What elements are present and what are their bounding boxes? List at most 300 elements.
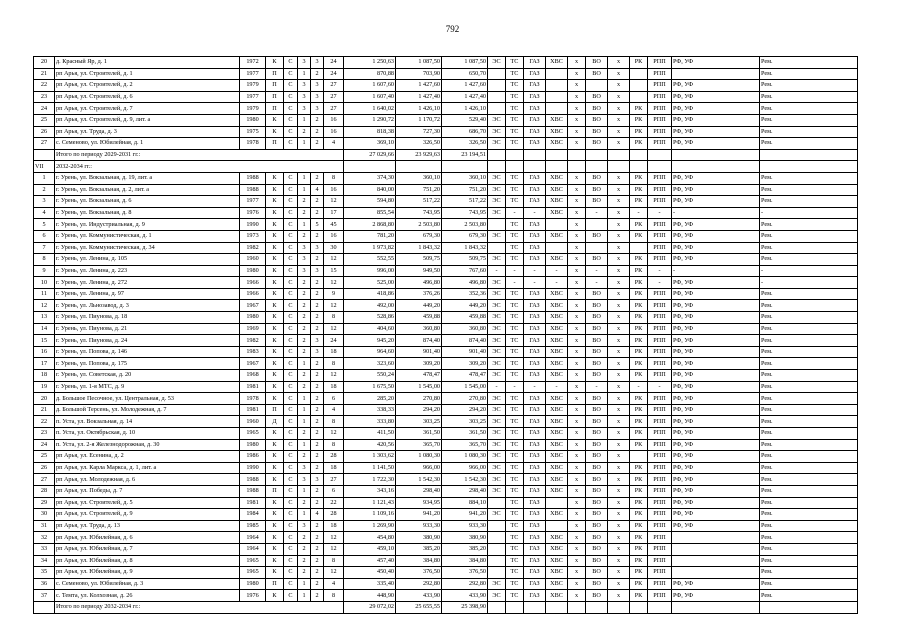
table-cell: ГАЗ [524,346,546,358]
table-cell: 376,50 [442,567,488,579]
table-cell: ЭС [488,358,506,370]
table-cell: х [568,346,586,358]
table-cell: 1982 [240,242,266,254]
table-cell: ВО [586,520,608,532]
table-cell: ВО [586,300,608,312]
table-cell: 404,60 [344,323,396,335]
table-cell: - [524,207,546,219]
table-cell: 650,70 [442,68,488,80]
table-cell: 1979 [240,103,266,115]
table-cell: ТС [506,346,524,358]
table-cell: ТС [506,578,524,590]
table-cell: РФ, УФ [672,439,760,451]
table-cell: К [266,114,284,126]
table-cell: 751,20 [442,184,488,196]
table-cell: 12 [324,567,344,579]
table-cell: - [506,207,524,219]
table-cell: РПП [648,300,672,312]
table-cell: х [568,80,586,92]
row-number-cell: 23 [34,91,55,103]
table-cell: ХВС [546,509,568,521]
table-cell: 1 [298,393,311,405]
total-label: Итого по периоду 2032-2034 гг.: [55,601,344,613]
table-cell: ГАЗ [524,370,546,382]
address-cell: рп Арья, ул. Строителей, д. 1 [55,68,240,80]
table-cell: 1984 [240,509,266,521]
table-cell: 309,20 [442,358,488,370]
table-cell: 9 [324,288,344,300]
table-cell: 2 [298,230,311,242]
table-cell: ГАЗ [524,172,546,184]
table-cell: РФ, УФ [672,485,760,497]
address-cell: рп Арья, ул. Строителей, д. 6 [55,91,240,103]
table-cell: ГАЗ [524,68,546,80]
table-cell: 352,36 [442,288,488,300]
table-cell: ЭС [488,451,506,463]
table-cell: х [568,126,586,138]
table-cell: 1 640,02 [344,103,396,115]
table-cell [488,497,506,509]
address-cell: рп Арья, ул. Молодежная, д. 6 [55,474,240,486]
table-cell: Рем. [760,80,858,92]
table-cell [608,161,630,173]
table-cell: 1 [298,485,311,497]
address-cell: г. Урень, ул. Ленина, д. 223 [55,265,240,277]
table-row [34,404,858,416]
table-cell: 2 [311,532,324,544]
table-cell: 703,90 [396,68,442,80]
table-cell: 2 [311,404,324,416]
table-cell: 727,30 [396,126,442,138]
row-number-cell: 4 [34,207,55,219]
table-cell: ТС [506,172,524,184]
table-row [34,138,858,150]
table-cell: 1966 [240,277,266,289]
table-cell: 18 [324,346,344,358]
address-cell: п. Уста, ул. 2-я Железнодорожная, д. 30 [55,439,240,451]
table-cell: 433,90 [442,590,488,602]
table-cell: ГАЗ [524,230,546,242]
table-cell: ВО [586,474,608,486]
table-cell: 12 [324,323,344,335]
table-cell: 27 [324,103,344,115]
table-cell: 743,95 [396,207,442,219]
address-cell: г. Урень, ул. Коммунистическая, д. 1 [55,230,240,242]
table-cell: 3 [311,335,324,347]
row-number-cell: 31 [34,520,55,532]
table-cell: 12 [324,543,344,555]
table-cell: х [568,335,586,347]
table-cell: х [568,277,586,289]
table-cell: РПП [648,543,672,555]
table-cell: РФ, УФ [672,520,760,532]
table-cell: ЭС [488,370,506,382]
table-cell: 309,20 [396,358,442,370]
table-cell: 6 [324,393,344,405]
table-cell: - [648,381,672,393]
table-cell: 2 [298,207,311,219]
table-cell: РПП [648,184,672,196]
table-cell: х [568,428,586,440]
table-cell: Рем. [760,358,858,370]
table-cell: 525,00 [344,277,396,289]
address-cell: г. Урень, ул. Индустриальная, д. 9 [55,219,240,231]
table-cell: 2 [311,300,324,312]
address-cell: г. Урень, ул. Попова, д. 175 [55,358,240,370]
table-cell: 338,33 [344,404,396,416]
table-cell: РПП [648,358,672,370]
table-cell: РК [630,532,648,544]
row-number-cell: 36 [34,578,55,590]
table-cell: 3 [311,346,324,358]
table-cell: ГАЗ [524,114,546,126]
table-cell: 1 973,82 [344,242,396,254]
table-cell: 1982 [240,335,266,347]
table-cell: РПП [648,323,672,335]
table-cell: 1978 [240,393,266,405]
table-cell: С [284,416,298,428]
table-cell: х [568,404,586,416]
address-cell: рп Арья, ул. Труда, д. 3 [55,126,240,138]
table-cell: - [586,277,608,289]
address-cell: п. Уста, ул. Октябрьская, д. 10 [55,428,240,440]
table-cell: К [266,532,284,544]
table-cell: 1 290,72 [344,114,396,126]
table-cell: РК [630,520,648,532]
table-cell: 679,30 [442,230,488,242]
table-cell: Рем. [760,196,858,208]
table-cell: 385,20 [442,543,488,555]
table-cell: РФ, УФ [672,590,760,602]
table-cell: 1967 [240,300,266,312]
table-cell: 3 [311,57,324,69]
table-row [34,184,858,196]
table-cell: ВО [586,254,608,266]
table-cell: 45 [324,219,344,231]
table-cell: 3 [311,80,324,92]
table-cell: 270,80 [442,393,488,405]
table-cell [546,149,568,161]
table-cell: ТС [506,404,524,416]
table-cell: ЭС [488,207,506,219]
row-number-cell: 20 [34,57,55,69]
table-cell: К [266,196,284,208]
table-cell: ГАЗ [524,300,546,312]
table-row [34,520,858,532]
table-cell: ГАЗ [524,439,546,451]
table-cell: ТС [506,114,524,126]
table-cell [568,161,586,173]
table-cell: РК [630,114,648,126]
table-cell: Рем. [760,114,858,126]
table-cell: Рем. [760,509,858,521]
table-cell: ТС [506,230,524,242]
table-cell: С [284,428,298,440]
table-cell: Рем. [760,439,858,451]
address-cell: рп Арья, ул. Строителей, д. 7 [55,103,240,115]
table-cell: 18 [324,462,344,474]
table-cell: 2 [298,567,311,579]
table-cell: 2 [311,590,324,602]
table-cell [396,161,442,173]
table-cell: х [608,381,630,393]
table-row [34,114,858,126]
row-number-cell: 30 [34,509,55,521]
table-cell: - [586,381,608,393]
table-cell: 2 [298,428,311,440]
table-cell: ТС [506,138,524,150]
table-cell: 5 [311,219,324,231]
table-cell: ВО [586,288,608,300]
table-cell: х [608,207,630,219]
table-cell: РПП [648,532,672,544]
table-cell: 450,40 [344,567,396,579]
table-cell: РПП [648,509,672,521]
table-cell: РК [630,323,648,335]
table-cell: 12 [324,254,344,266]
table-cell: 2 [298,335,311,347]
table-cell: х [608,288,630,300]
row-number-cell: 18 [34,370,55,382]
total-row [34,149,858,161]
table-cell: х [568,520,586,532]
table-cell: Рем. [760,219,858,231]
table-cell: С [284,358,298,370]
table-cell: 1979 [240,80,266,92]
table-cell: К [266,370,284,382]
table-cell: х [608,277,630,289]
table-cell: РК [630,543,648,555]
table-cell: - [488,381,506,393]
table-cell: 360,10 [442,172,488,184]
table-cell: ТС [506,196,524,208]
table-cell [586,219,608,231]
table-cell: 294,20 [396,404,442,416]
table-cell: РПП [648,393,672,405]
table-cell: 2 [311,381,324,393]
table-cell: х [568,68,586,80]
table-cell: Рем. [760,567,858,579]
table-cell: РФ, УФ [672,312,760,324]
table-cell: 2 [298,532,311,544]
table-cell: - [648,277,672,289]
table-cell: ТС [506,312,524,324]
table-cell [488,543,506,555]
housing-register-table [33,56,858,614]
table-cell: - [506,277,524,289]
table-cell: 550,24 [344,370,396,382]
table-cell: 1 426,10 [396,103,442,115]
table-cell: 285,20 [344,393,396,405]
table-cell: РПП [648,462,672,474]
table-cell: ТС [506,254,524,266]
table-cell: 1985 [240,520,266,532]
table-row [34,451,858,463]
table-cell: С [284,219,298,231]
table-cell: ЭС [488,57,506,69]
table-row [34,265,858,277]
table-cell: 840,00 [344,184,396,196]
table-cell: С [284,439,298,451]
table-cell: х [608,346,630,358]
table-cell: ВО [586,138,608,150]
table-cell: 2 [298,381,311,393]
section-number: VII [34,161,55,173]
table-cell: 509,75 [396,254,442,266]
table-cell: х [608,196,630,208]
address-cell: рп Арья, ул. Строителей, д. 2 [55,80,240,92]
table-cell: 496,80 [396,277,442,289]
table-cell [488,567,506,579]
table-cell: 12 [324,428,344,440]
table-cell: - [760,265,858,277]
address-cell: рп Арья, ул. Юбилейная, д. 9 [55,567,240,579]
table-cell: РПП [648,451,672,463]
table-cell: 1980 [240,265,266,277]
table-cell: ГАЗ [524,242,546,254]
table-cell: РК [630,57,648,69]
table-cell [488,555,506,567]
table-cell: - [524,265,546,277]
table-cell [630,91,648,103]
table-cell: х [568,230,586,242]
table-cell: 3 [311,91,324,103]
table-cell: 4 [311,184,324,196]
table-cell: х [608,80,630,92]
row-number-cell: 26 [34,462,55,474]
table-cell: ВО [586,462,608,474]
table-cell: 1977 [240,68,266,80]
table-cell: С [284,300,298,312]
table-cell: ГАЗ [524,126,546,138]
table-cell: К [266,509,284,521]
table-cell: 478,47 [396,370,442,382]
table-cell: 24 [324,57,344,69]
table-cell: С [284,57,298,69]
table-cell: 3 [298,474,311,486]
table-cell: РК [630,277,648,289]
table-cell: 2 [311,288,324,300]
table-row [34,312,858,324]
table-cell: ЭС [488,428,506,440]
table-cell: 2 [311,196,324,208]
table-cell: х [568,567,586,579]
table-cell: ТС [506,103,524,115]
table-cell: 1977 [240,91,266,103]
table-cell: Рем. [760,393,858,405]
address-cell: с. Семеново, ул. Юбилейная, д. 3 [55,578,240,590]
table-cell [546,91,568,103]
table-cell: х [608,68,630,80]
table-cell: РК [630,312,648,324]
table-cell: 22 [324,497,344,509]
table-cell: РПП [648,312,672,324]
row-number-cell: 22 [34,416,55,428]
table-cell: ХВС [546,114,568,126]
table-cell: 2 [311,312,324,324]
table-cell: х [608,370,630,382]
table-cell: К [266,543,284,555]
table-cell: ТС [506,219,524,231]
table-cell: РПП [648,485,672,497]
table-cell: Рем. [760,254,858,266]
table-row [34,509,858,521]
table-cell: РПП [648,474,672,486]
table-cell: 1 427,40 [442,91,488,103]
table-cell: РФ, УФ [672,196,760,208]
table-cell: С [284,68,298,80]
table-cell [546,68,568,80]
table-cell: 2 [311,416,324,428]
table-cell: 3 [311,242,324,254]
table-cell: 874,40 [396,335,442,347]
table-cell: 901,40 [442,346,488,358]
address-cell: г. Урень, ул. Ленина, д. 272 [55,277,240,289]
table-row [34,219,858,231]
table-cell: 1 087,50 [442,57,488,69]
table-cell: 4 [324,404,344,416]
table-cell: х [568,578,586,590]
row-number-cell: 9 [34,265,55,277]
total-value: 25 655,55 [396,601,442,613]
table-row [34,126,858,138]
table-cell: РПП [648,68,672,80]
row-number-cell: 1 [34,172,55,184]
table-cell: 517,22 [396,196,442,208]
table-cell: 2 [311,497,324,509]
row-number-cell: 21 [34,68,55,80]
table-row [34,370,858,382]
table-cell: 2 [311,485,324,497]
table-cell: ТС [506,428,524,440]
table-cell [524,149,546,161]
table-cell: ВО [586,428,608,440]
table-cell [488,80,506,92]
table-cell: ХВС [546,451,568,463]
table-cell: 8 [324,439,344,451]
table-cell: Рем. [760,497,858,509]
table-cell: 1981 [240,404,266,416]
table-cell: 901,40 [396,346,442,358]
table-row [34,416,858,428]
table-cell: ГАЗ [524,219,546,231]
table-cell: - [524,381,546,393]
table-cell: РПП [648,196,672,208]
table-cell: РФ, УФ [672,80,760,92]
table-cell: 365,70 [396,439,442,451]
table-cell: С [284,184,298,196]
table-cell: РПП [648,567,672,579]
table-cell: С [284,103,298,115]
table-cell: 1 426,10 [442,103,488,115]
table-cell: РК [630,138,648,150]
table-cell: ГАЗ [524,288,546,300]
table-cell: х [568,242,586,254]
table-cell: РПП [648,346,672,358]
table-cell: К [266,462,284,474]
table-cell: 1980 [240,114,266,126]
table-cell: К [266,242,284,254]
table-cell: С [284,532,298,544]
table-cell: х [608,497,630,509]
table-cell: РФ, УФ [672,358,760,370]
table-cell: 4 [324,578,344,590]
table-cell: РК [630,254,648,266]
table-cell: РК [630,404,648,416]
table-cell: К [266,520,284,532]
table-cell [672,149,760,161]
table-cell: К [266,358,284,370]
